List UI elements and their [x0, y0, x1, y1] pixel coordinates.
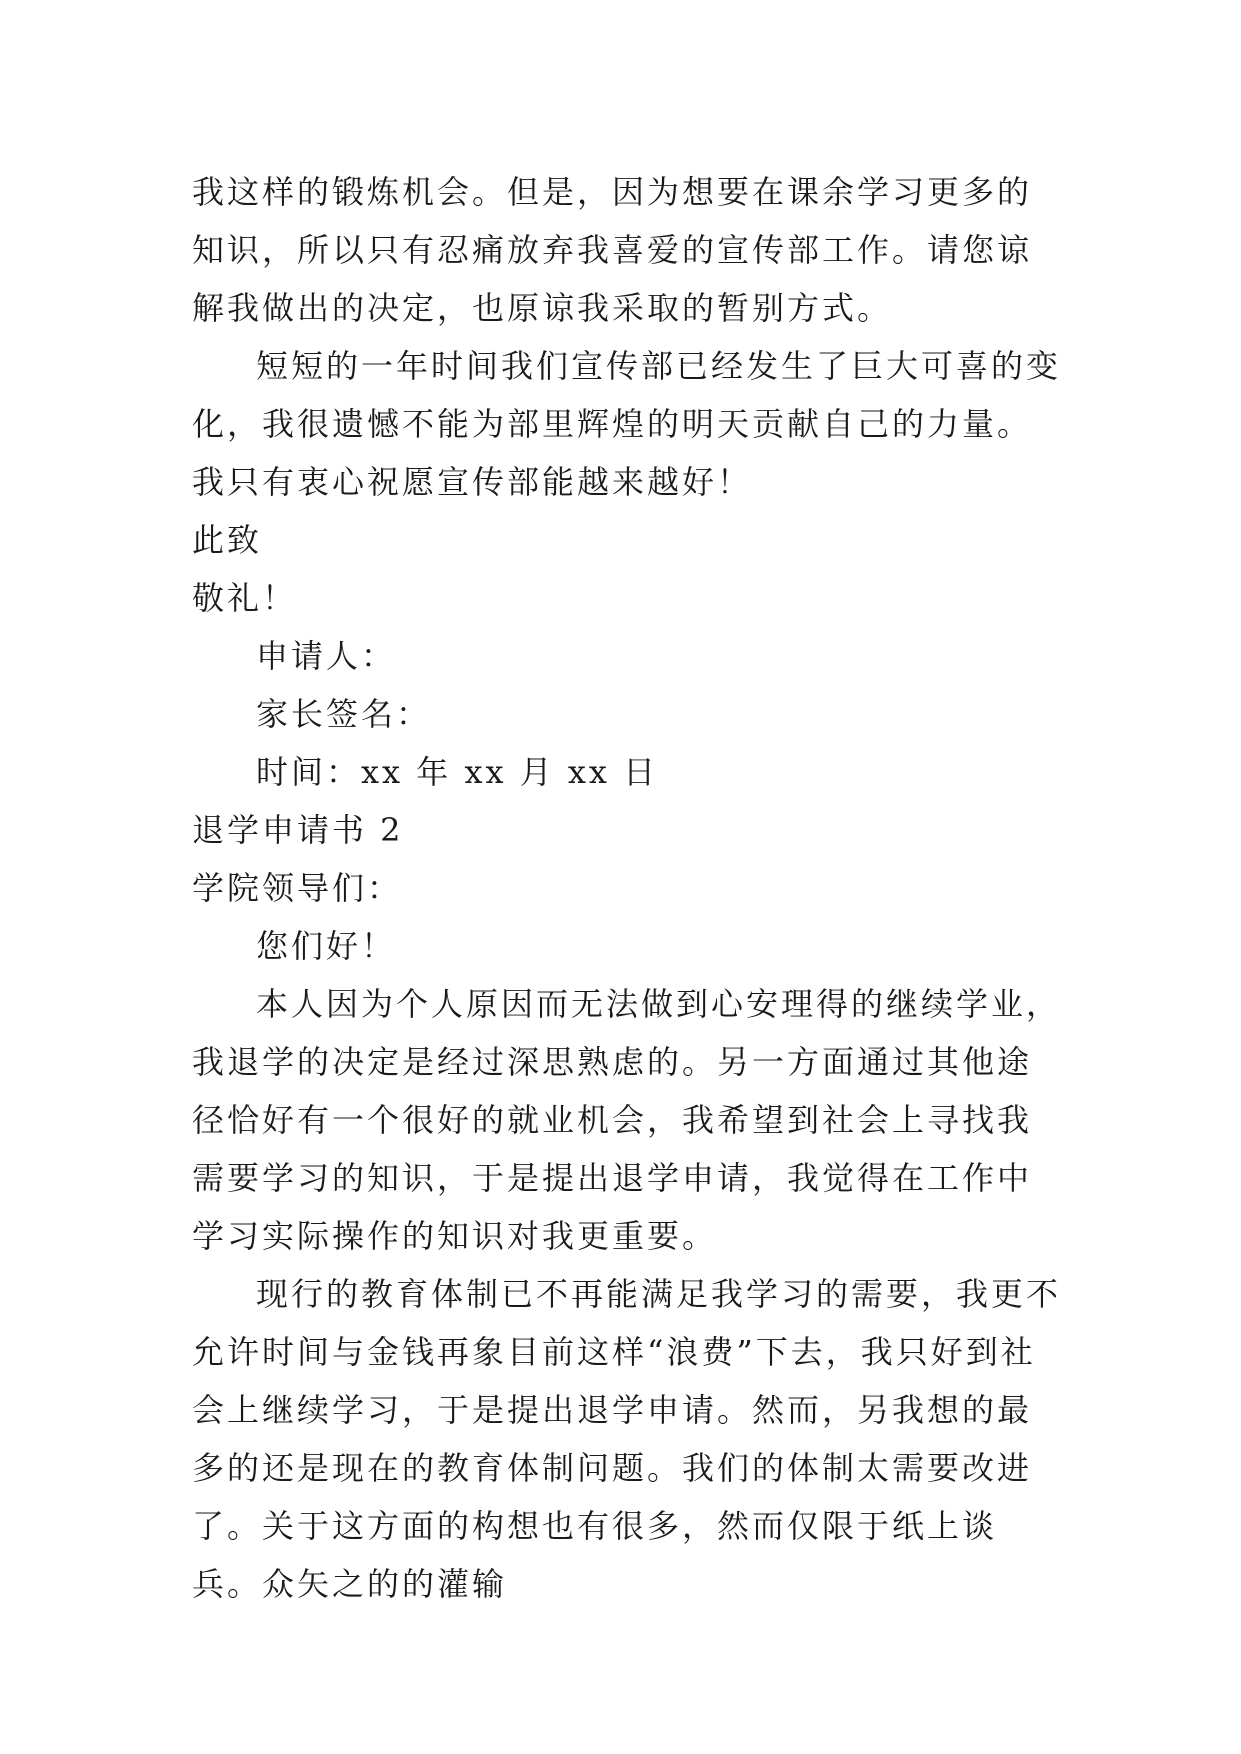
date-line: 时间：xx 年 xx 月 xx 日	[256, 753, 659, 791]
addressee-line: 学院领导们：	[192, 869, 403, 907]
paragraph-closing-reason: 我这样的锻炼机会。但是，因为想要在课余学习更多的知识，所以只有忍痛放弃我喜爱的宣传部工作。请您谅解我做出的决定，也原谅我采取的暂别方式。	[192, 173, 1033, 327]
applicant-line: 申请人：	[256, 637, 397, 675]
paragraph-education-system: 现行的教育体制已不再能满足我学习的需要，我更不允许时间与金钱再象目前这样“浪费”下去，我只好到社会上继续学习，于是提出退学申请。然而，另我想的最多的还是现在的教育体制问题。我们的体制太需要改进了。关于这方面的构想也有很多，然而仅限于纸上谈兵。众矢之的的灌输	[192, 1275, 1062, 1603]
document-body	[192, 163, 1062, 1613]
salutation-cizhi: 此致	[192, 521, 263, 559]
parent-signature-line: 家长签名：	[256, 695, 432, 733]
salutation-jingli: 敬礼！	[192, 579, 298, 617]
section-heading: 退学申请书 2	[192, 811, 404, 849]
greeting-line: 您们好！	[256, 927, 397, 965]
paragraph-withdrawal-reason: 本人因为个人原因而无法做到心安理得的继续学业，我退学的决定是经过深思熟虑的。另一方面通过其他途径恰好有一个很好的就业机会，我希望到社会上寻找我需要学习的知识，于是提出退学申请，我觉得在工作中学习实际操作的知识对我更重要。	[192, 985, 1062, 1255]
paragraph-department-wishes: 短短的一年时间我们宣传部已经发生了巨大可喜的变化，我很遗憾不能为部里辉煌的明天贡献自己的力量。我只有衷心祝愿宣传部能越来越好！	[192, 347, 1062, 501]
